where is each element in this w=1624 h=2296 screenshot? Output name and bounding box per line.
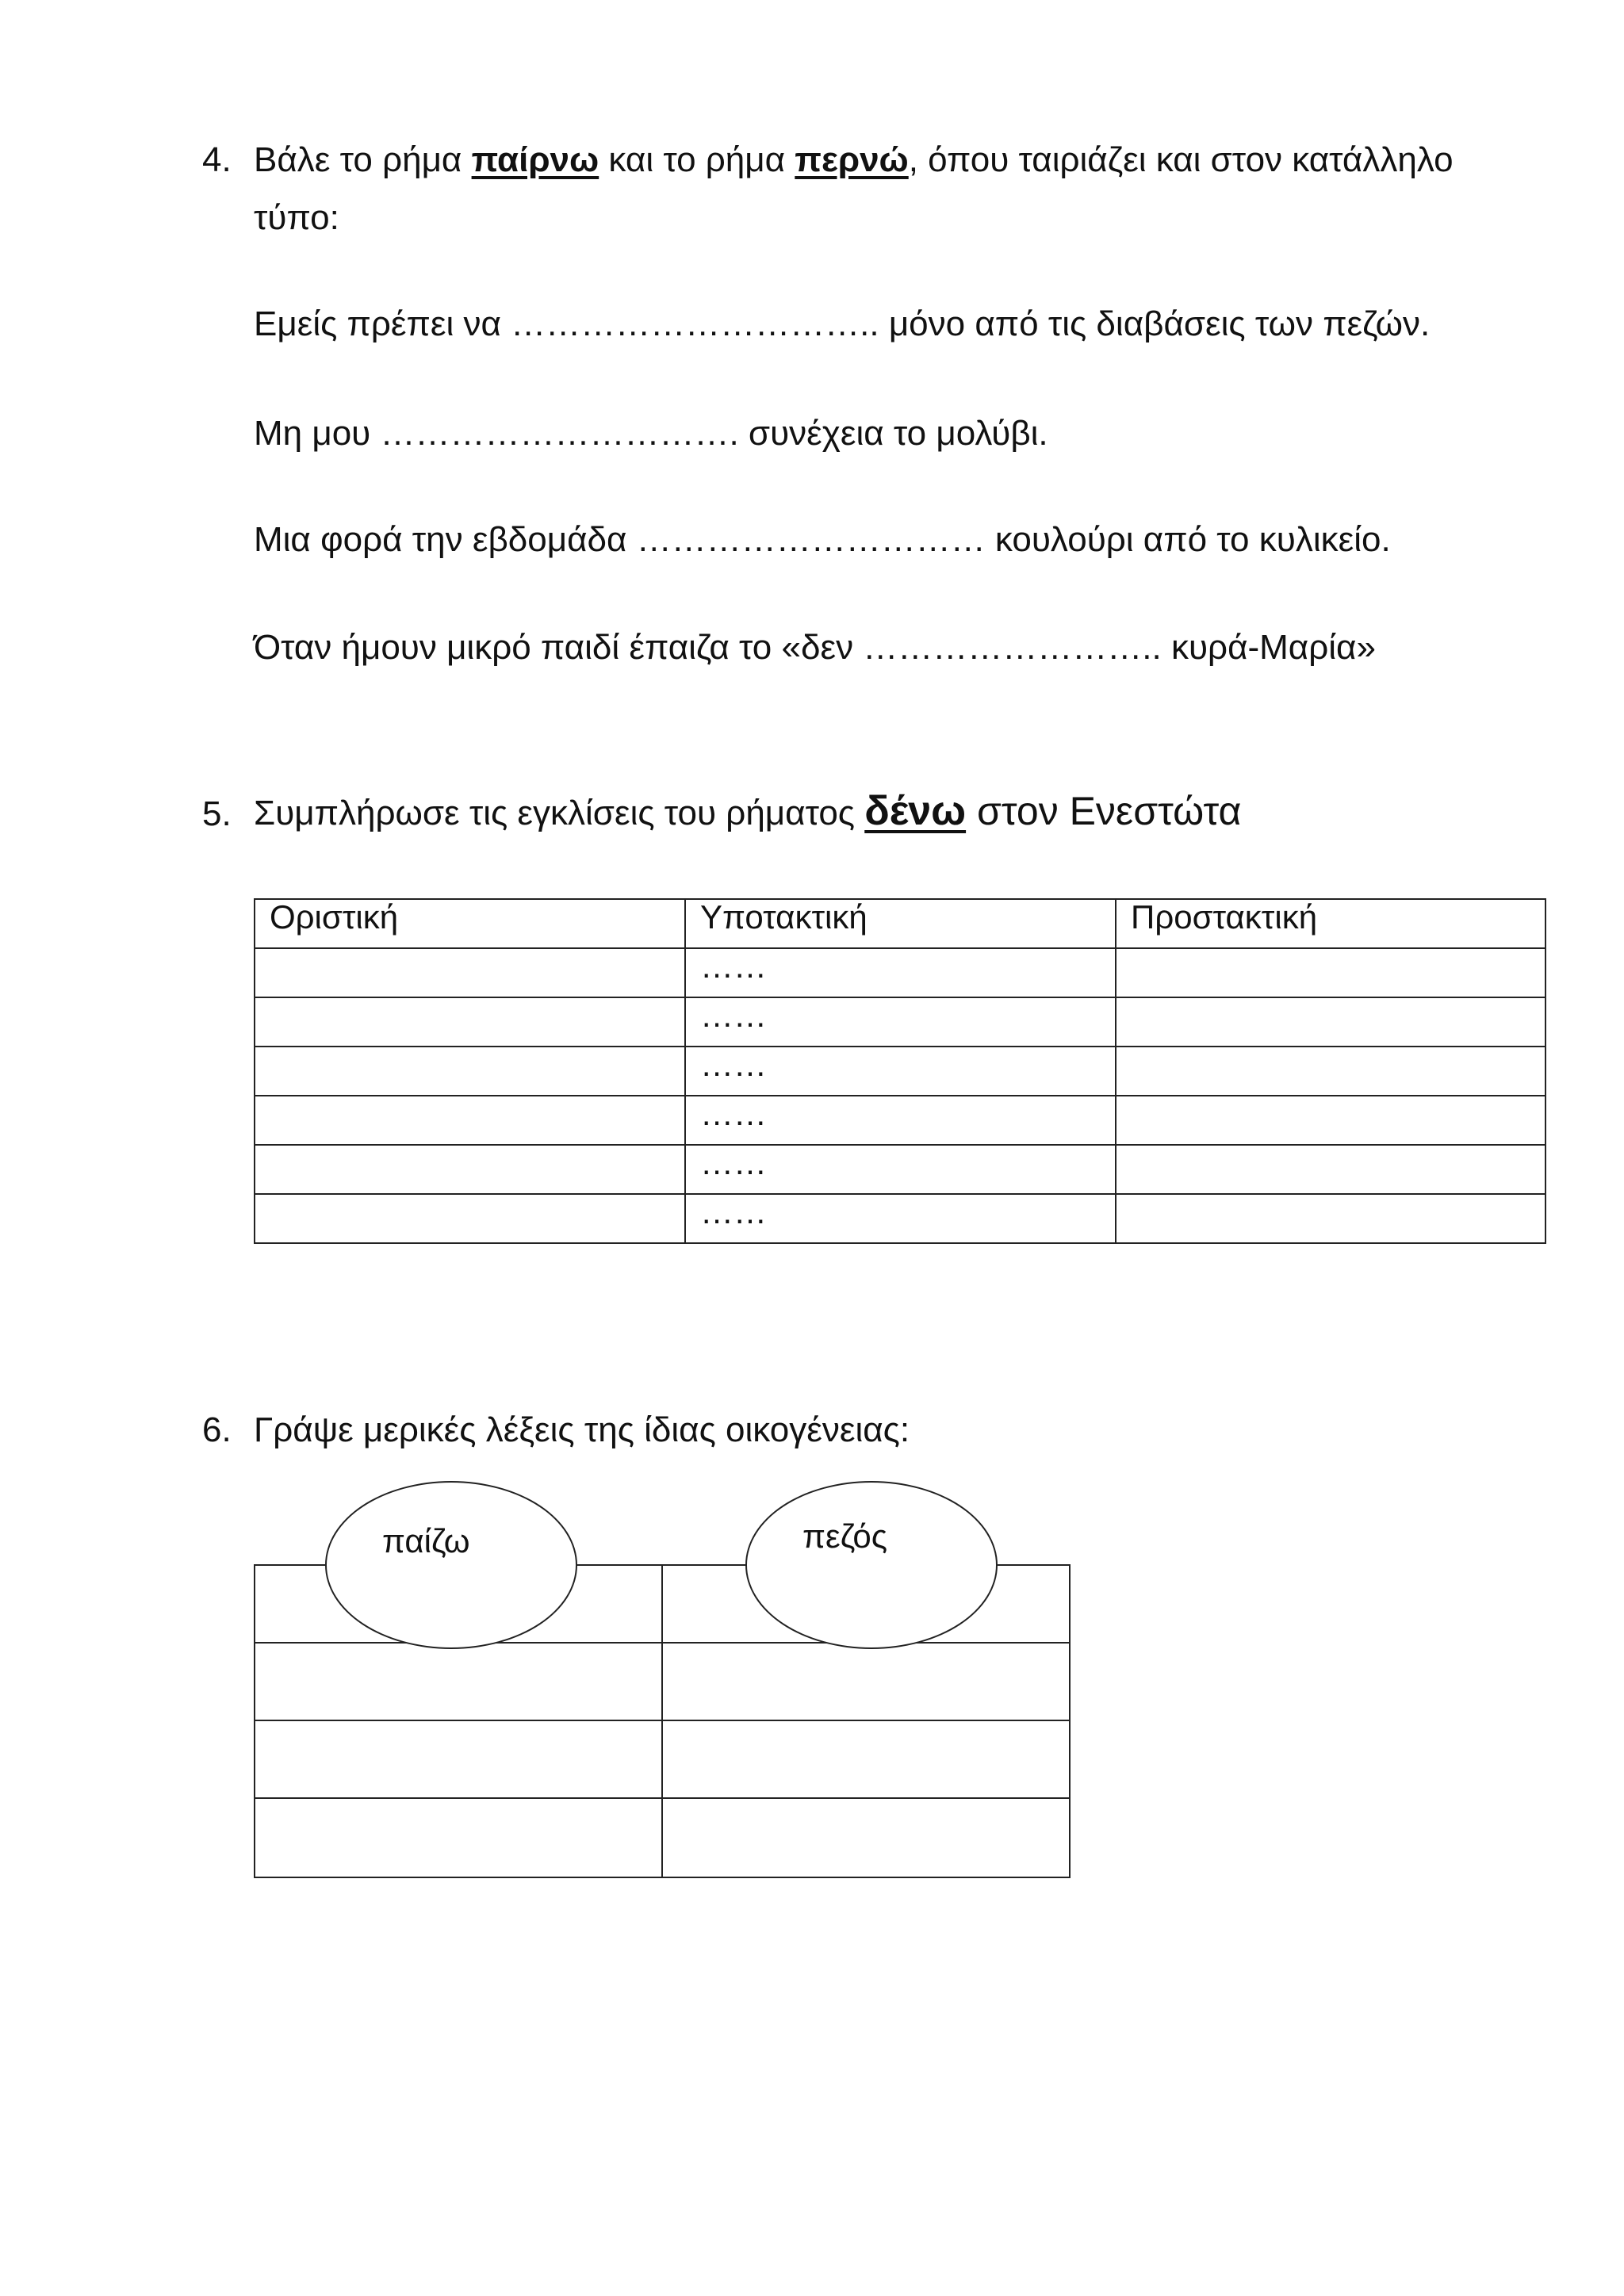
- oval-pezos: [745, 1481, 998, 1649]
- table-cell[interactable]: ……: [685, 1047, 1116, 1096]
- table-row: [255, 997, 1545, 1047]
- oval-paizo-label: παίζω: [382, 1522, 470, 1559]
- table-cell[interactable]: [255, 1720, 662, 1798]
- table-row: [255, 1798, 1070, 1877]
- exercise-4-number: 4.: [202, 140, 232, 179]
- table-cell[interactable]: [662, 1798, 1070, 1877]
- table-cell[interactable]: [255, 948, 685, 997]
- table-cell[interactable]: ……: [685, 997, 1116, 1047]
- table-row: [255, 1047, 1545, 1096]
- table-cell[interactable]: [1116, 1047, 1545, 1096]
- table-cell[interactable]: [1116, 1145, 1545, 1194]
- table-cell[interactable]: [255, 1047, 685, 1096]
- table-row: [255, 1720, 1070, 1798]
- table-cell[interactable]: [1116, 1194, 1545, 1243]
- table-cell[interactable]: [1116, 997, 1545, 1047]
- exercise-5-instruction: [254, 790, 1241, 835]
- table-cell[interactable]: [255, 997, 685, 1047]
- exercise-4-instruction: [254, 139, 1454, 182]
- exercise-6-number: 6.: [202, 1410, 232, 1449]
- table-cell[interactable]: ……: [685, 1145, 1116, 1194]
- table-cell[interactable]: [255, 1145, 685, 1194]
- table-cell[interactable]: ……: [685, 1096, 1116, 1145]
- table-row: [255, 1096, 1545, 1145]
- verb-perno: περνώ: [795, 140, 909, 179]
- header-oristiki: Οριστική: [255, 899, 685, 948]
- table-cell[interactable]: [255, 1798, 662, 1877]
- table-cell[interactable]: [255, 1096, 685, 1145]
- sentence-1: Εμείς πρέπει να ………………………….. μόνο από τις διαβάσεις των πεζών.: [254, 304, 1431, 343]
- table-row: [255, 1145, 1545, 1194]
- sentence-2: Μη μου …………………………. συνέχεια το μολύβι.: [254, 414, 1048, 453]
- exercise-5-text-pre: Συμπλήρωσε τις εγκλίσεις του ρήματος: [254, 794, 865, 832]
- table-cell[interactable]: [662, 1720, 1070, 1798]
- exercise-6-instruction: Γράψε μερικές λέξεις της ίδιας οικογένειας:: [254, 1410, 910, 1449]
- table-cell[interactable]: ……: [685, 948, 1116, 997]
- table-header-row: [255, 899, 1545, 948]
- verb-deno: δένω: [864, 788, 967, 834]
- exercise-4-text-mid: και το ρήμα: [599, 140, 795, 179]
- header-ypotaktiki: Υποτακτική: [685, 899, 1116, 948]
- exercise-5-text-post: στον Ενεστώτα: [966, 789, 1242, 833]
- oval-pezos-label: πεζός: [802, 1517, 888, 1555]
- conjugation-table: [254, 898, 1546, 1244]
- table-cell[interactable]: [255, 1643, 662, 1720]
- sentence-4: Όταν ήμουν μικρό παιδί έπαιζα το «δεν …………………….. κυρά-Μαρία»: [254, 628, 1376, 667]
- exercise-4-instruction-cont: τύπο:: [254, 198, 339, 237]
- table-cell[interactable]: [1116, 1096, 1545, 1145]
- table-cell[interactable]: ……: [685, 1194, 1116, 1243]
- sentence-3: Μια φορά την εβδομάδα ………………………… κουλούρι από το κυλικείο.: [254, 520, 1391, 559]
- table-row: [255, 1643, 1070, 1720]
- table-row: [255, 1194, 1545, 1243]
- oval-paizo: [325, 1481, 577, 1649]
- exercise-4-text-post: , όπου ταιριάζει και στον κατάλληλο: [908, 140, 1454, 179]
- header-prostaktiki: Προστακτική: [1116, 899, 1545, 948]
- exercise-5-number: 5.: [202, 794, 232, 833]
- table-row: [255, 948, 1545, 997]
- table-cell[interactable]: [255, 1194, 685, 1243]
- table-cell[interactable]: [662, 1643, 1070, 1720]
- exercise-4-text-pre: Βάλε το ρήμα: [254, 140, 472, 179]
- verb-pairno: παίρνω: [471, 140, 599, 179]
- table-cell[interactable]: [1116, 948, 1545, 997]
